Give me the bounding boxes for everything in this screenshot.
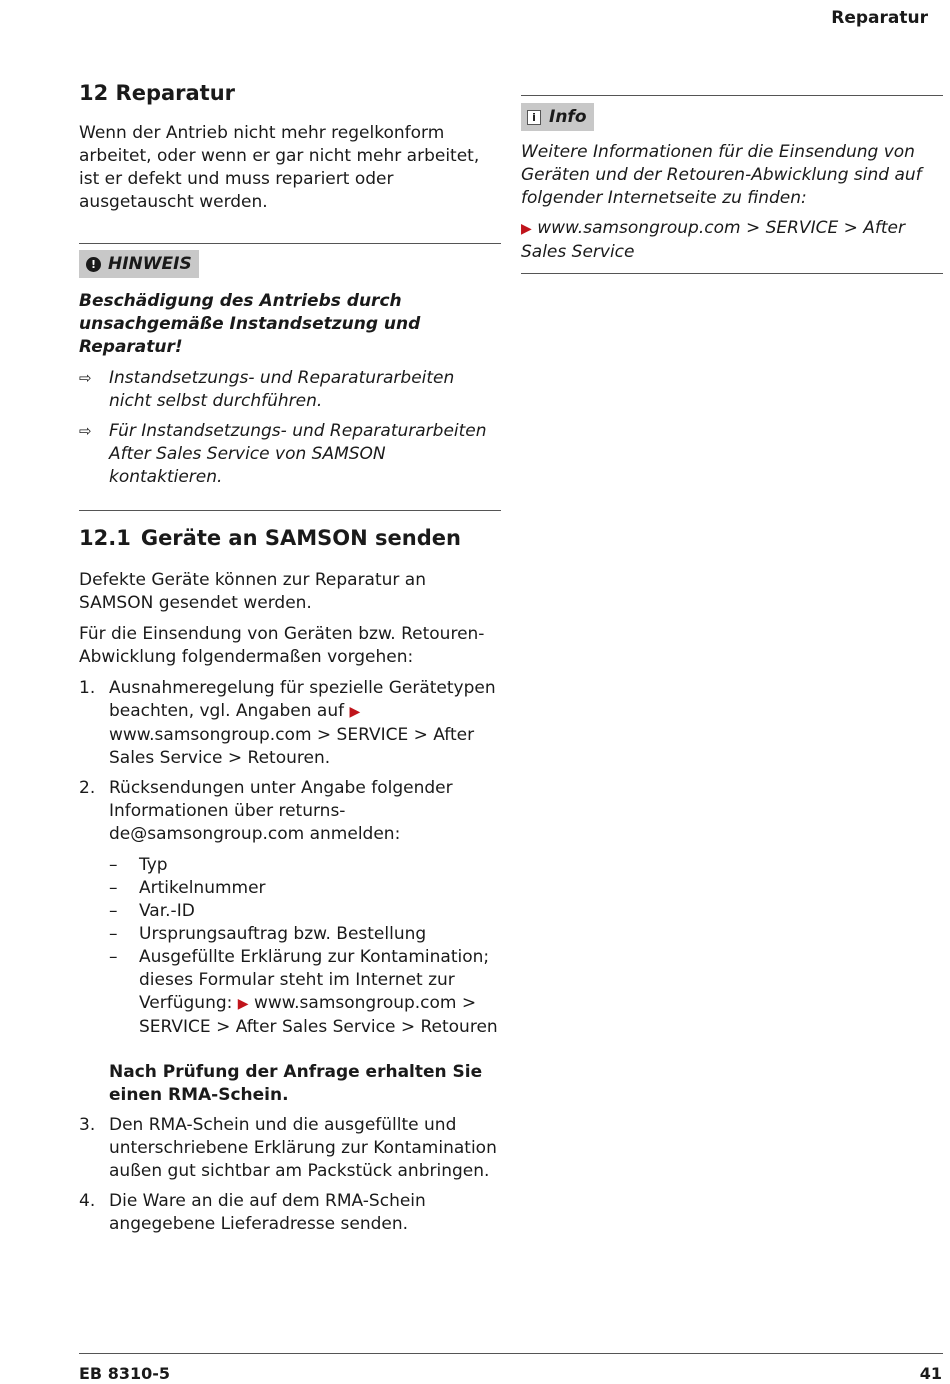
red-triangle-icon: ▶ bbox=[521, 221, 532, 237]
step-number: 1. bbox=[79, 678, 96, 698]
exclamation-circle-icon: ! bbox=[86, 257, 101, 272]
footer-page-number: 41 bbox=[919, 1364, 942, 1383]
rma-note: Nach Prüfung der Anfrage erhalten Sie einen RMA-Schein. bbox=[109, 1062, 483, 1105]
left-column bbox=[79, 80, 501, 1243]
notice-label: HINWEIS bbox=[108, 254, 192, 274]
notice-title: Beschädigung des Antriebs durch unsachgemäße Instandsetzung und Reparatur! bbox=[79, 291, 421, 357]
notice-item bbox=[79, 420, 501, 489]
step-item bbox=[79, 1190, 501, 1236]
service-link[interactable]: www.samsongroup.com > SERVICE > After Sales Service bbox=[521, 218, 905, 262]
service-link[interactable]: www.samsongroup.com > SERVICE > After Sales Service > Retouren bbox=[139, 993, 498, 1037]
step-number: 4. bbox=[79, 1191, 96, 1211]
subsection-heading: Geräte an SAMSON senden bbox=[140, 526, 461, 550]
page-header-title: Reparatur bbox=[831, 8, 928, 28]
paragraph: Defekte Geräte können zur Reparatur an SAMSON gesendet werden. bbox=[79, 570, 426, 613]
section-intro: Wenn der Antrieb nicht mehr regelkonform arbeitet, oder wenn er gar nicht mehr arbeitet, ist er defekt und muss repariert oder ausgetauscht werden. bbox=[79, 123, 480, 212]
red-triangle-icon: ▶ bbox=[237, 996, 249, 1012]
footer-divider bbox=[79, 1353, 943, 1354]
notice-badge bbox=[79, 250, 199, 278]
step-text: Den RMA-Schein und die ausgefüllte und unterschriebene Erklärung zur Kontamination außen gut sichtbar am Packstück anbringen. bbox=[109, 1115, 497, 1181]
steps-list-continued bbox=[79, 1114, 501, 1236]
step-item bbox=[79, 677, 501, 770]
footer-doc-number: EB 8310-5 bbox=[79, 1364, 170, 1383]
list-item: – Var.-ID bbox=[109, 901, 195, 921]
notice-box bbox=[79, 243, 501, 511]
steps-list bbox=[79, 677, 501, 1049]
red-triangle-icon: ▶ bbox=[349, 704, 361, 720]
step-text: Die Ware an die auf dem RMA-Schein angegebene Lieferadresse senden. bbox=[109, 1191, 426, 1234]
step-number: 2. bbox=[79, 778, 96, 798]
subsection-number: 12.1 bbox=[79, 526, 131, 550]
info-link-line bbox=[521, 217, 943, 264]
info-square-icon: i bbox=[527, 110, 541, 125]
hollow-arrow-right-icon: ⇨ bbox=[79, 369, 92, 387]
service-link[interactable]: www.samsongroup.com > SERVICE > After Sales Service > Retouren. bbox=[109, 725, 475, 768]
step-item bbox=[79, 1114, 501, 1183]
info-text: Weitere Informationen für die Einsendung von Geräten und der Retouren-Abwicklung sind auf folgender Internetseite zu finden: bbox=[521, 142, 922, 208]
subsection-title bbox=[79, 525, 501, 551]
right-column bbox=[521, 95, 943, 274]
section-title: 12 Reparatur bbox=[79, 81, 236, 105]
notice-item-text: Instandsetzungs- und Reparaturarbeiten nicht selbst durchführen. bbox=[109, 368, 455, 411]
step-number: 3. bbox=[79, 1115, 96, 1135]
step-text: Rücksendungen unter Angabe folgender Informationen über returns-de@samsongroup.com anmelden: bbox=[109, 778, 453, 844]
hollow-arrow-right-icon: ⇨ bbox=[79, 422, 92, 440]
info-label: Info bbox=[549, 107, 587, 127]
step-text: Ausnahmeregelung für spezielle Gerätetypen beachten, vgl. Angaben auf bbox=[109, 678, 496, 721]
info-fields-list bbox=[109, 854, 501, 1039]
paragraph: Für die Einsendung von Geräten bzw. Retouren-Abwicklung folgendermaßen vorgehen: bbox=[79, 624, 485, 667]
notice-item-text: Für Instandsetzungs- und Reparaturarbeiten After Sales Service von SAMSON kontaktieren. bbox=[109, 421, 487, 487]
list-item: – Ursprungsauftrag bzw. Bestellung bbox=[109, 924, 427, 944]
list-item: – Typ bbox=[109, 855, 168, 875]
list-item: – Artikelnummer bbox=[109, 878, 266, 898]
list-item: – Ausgefüllte Erklärung zur Kontamination; dieses Formular steht im Internet zur Verfügung: ▶ www.samsongroup.com > SERVICE > After Sales Service > Retouren bbox=[109, 947, 498, 1037]
info-box bbox=[521, 95, 943, 274]
step-item bbox=[79, 777, 501, 1049]
info-badge bbox=[521, 103, 594, 131]
notice-item bbox=[79, 367, 501, 413]
